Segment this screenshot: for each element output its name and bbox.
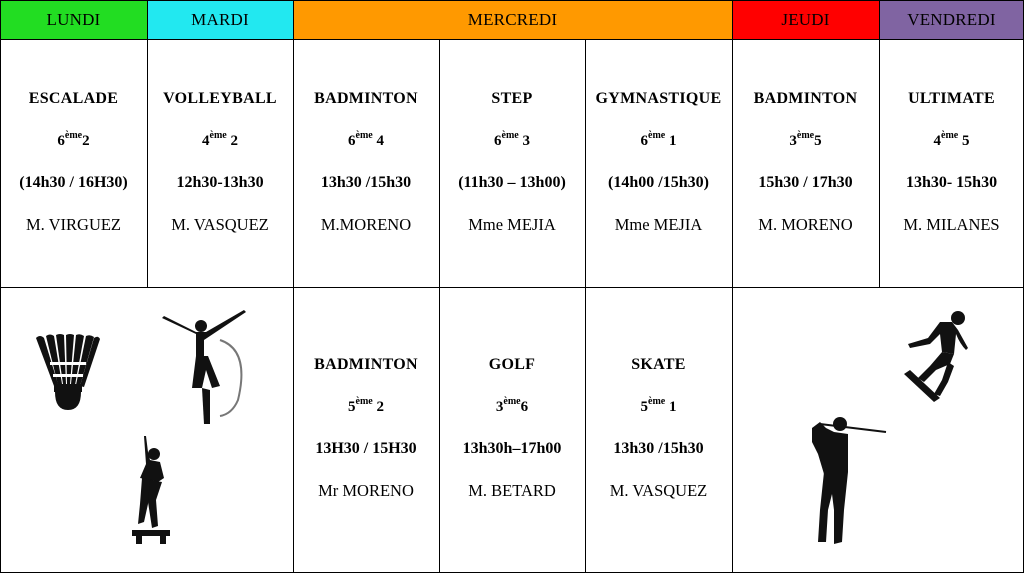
session-cell: [879, 78, 1024, 246]
teacher-name: M. MORENO: [758, 215, 853, 234]
activity-name: GYMNASTIQUE: [595, 90, 722, 107]
session-cell: [732, 78, 879, 246]
day-header-vendredi: [879, 0, 1024, 39]
teacher-name: M. VASQUEZ: [171, 215, 269, 234]
teacher-name: M. VIRGUEZ: [25, 215, 122, 234]
skater-silhouette: [900, 308, 970, 402]
day-header-mardi: [147, 0, 293, 39]
session-cell: [293, 344, 439, 512]
session-cell: [147, 78, 293, 246]
activity-name: GOLF: [488, 356, 536, 373]
gymnast-silhouette: [160, 310, 256, 428]
teacher-name: Mme MEJIA: [468, 215, 556, 234]
activity-name: VOLLEYBALL: [163, 90, 277, 107]
day-label: VENDREDI: [907, 9, 996, 29]
day-header-lundi: [0, 0, 147, 39]
time-slot: (11h30 – 13h00): [458, 174, 566, 191]
step-silhouette: [128, 434, 174, 548]
shuttlecock-icon: [34, 334, 100, 412]
class-level: 6ème2: [57, 130, 90, 149]
teacher-name: M. BETARD: [468, 481, 556, 500]
day-label: MERCREDI: [467, 9, 558, 29]
activity-name: BADMINTON: [753, 90, 858, 107]
day-label: MARDI: [191, 9, 249, 29]
activity-name: STEP: [491, 90, 533, 107]
session-cell: [0, 78, 147, 246]
class-level: 5ème 2: [348, 396, 384, 415]
day-label: JEUDI: [781, 9, 830, 29]
time-slot: 13h30- 15h30: [905, 174, 998, 191]
teacher-name: M. VASQUEZ: [609, 481, 708, 500]
teacher-name: Mme MEJIA: [614, 215, 703, 234]
time-slot: 13h30h–17h00: [462, 440, 562, 457]
class-level: 4ème 5: [933, 130, 970, 149]
activity-name: BADMINTON: [314, 90, 418, 107]
session-cell: [585, 78, 732, 246]
time-slot: (14h30 / 16H30): [19, 174, 128, 191]
activity-name: ESCALADE: [28, 90, 119, 107]
golfer-silhouette: [804, 414, 890, 546]
session-cell: [585, 344, 732, 512]
teacher-name: Mr MORENO: [318, 481, 414, 500]
time-slot: 12h30-13h30: [176, 174, 264, 191]
time-slot: 13h30 /15h30: [320, 174, 412, 191]
day-label: LUNDI: [46, 9, 101, 29]
time-slot: (14h00 /15h30): [608, 174, 709, 191]
class-level: 3ème5: [789, 130, 822, 149]
class-level: 6ème 1: [640, 130, 677, 149]
day-header-jeudi: [732, 0, 879, 39]
session-cell: [293, 78, 439, 246]
time-slot: 15h30 / 17h30: [758, 174, 853, 191]
time-slot: 13H30 / 15H30: [315, 440, 417, 457]
day-header-mercredi: [293, 0, 732, 39]
class-level: 3ème6: [495, 396, 529, 415]
session-cell: [439, 344, 585, 512]
time-slot: 13h30 /15h30: [613, 440, 704, 457]
grid-line: [0, 39, 1024, 40]
grid-line: [0, 287, 1024, 288]
grid-line: [0, 0, 1024, 1]
teacher-name: M. MILANES: [903, 215, 1000, 234]
activity-name: SKATE: [631, 356, 686, 373]
teacher-name: M.MORENO: [320, 215, 412, 234]
class-level: 6ème 3: [494, 130, 530, 149]
class-level: 5ème 1: [640, 396, 677, 415]
session-cell: [439, 78, 585, 246]
class-level: 6ème 4: [348, 130, 384, 149]
activity-name: BADMINTON: [314, 356, 418, 373]
grid-line: [0, 572, 1024, 573]
activity-name: ULTIMATE: [908, 90, 995, 107]
class-level: 4ème 2: [202, 130, 238, 149]
